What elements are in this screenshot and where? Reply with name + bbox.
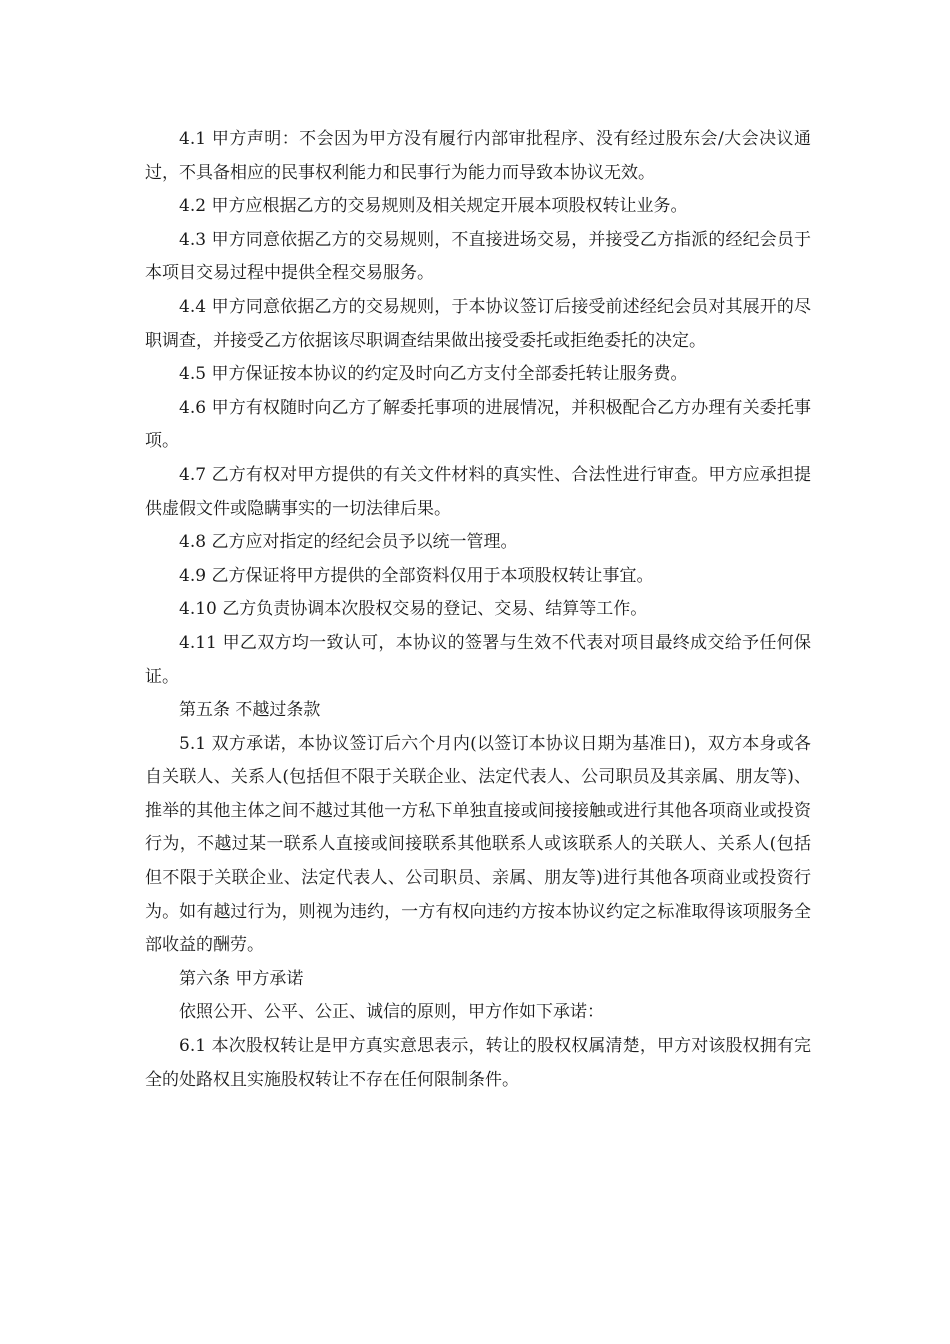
article-5-heading: 第五条 不越过条款 <box>179 700 321 721</box>
clause-4-8: 4.8 乙方应对指定的经纪会员予以统一管理。 <box>179 532 518 553</box>
clause-4-7: 4.7 乙方有权对甲方提供的有关文件材料的真实性、合法性进行审查。甲方应承担提供虚假文件或隐瞒事实的一切法律后果。 <box>145 464 811 519</box>
clause-4-9: 4.9 乙方保证将甲方提供的全部资料仅用于本项股权转让事宜。 <box>179 565 654 586</box>
clause-4-2: 4.2 甲方应根据乙方的交易规则及相关规定开展本项股权转让业务。 <box>179 196 688 217</box>
clause-4-4: 4.4 甲方同意依据乙方的交易规则，于本协议签订后接受前述经纪会员对其展开的尽职调查，并接受乙方依据该尽职调查结果做出接受委托或拒绝委托的决定。 <box>145 296 811 351</box>
clause-6-1: 6.1 本次股权转让是甲方真实意思表示，转让的股权权属清楚，甲方对该股权拥有完全的处路权且实施股权转让不存在任何限制条件。 <box>145 1036 811 1090</box>
clause-4-10: 4.10 乙方负责协调本次股权交易的登记、交易、结算等工作。 <box>179 599 648 620</box>
article-6-heading: 第六条 甲方承诺 <box>179 968 304 989</box>
clause-5-1: 5.1 双方承诺，本协议签订后六个月内(以签订本协议日期为基准日)，双方本身或各自关联人、关系人(包括但不限于关联企业、法定代表人、公司职员及其亲属、朋友等)、推举的其他主体之间不越过其他一方私下单独直接或间接接触或进行其他各项商业或投资行为，不越过某一联系人直接或间接联系其他联系人或该联系人的关联人、关系人(包括但不限于关联企业、法定代表人、公司职员、亲属、朋友等)进行其他各项商业或投资行为。如有越过行为，则视为违约，一方有权向违约方按本协议约定之标准取得该项服务全部收益的酬劳。 <box>145 733 811 956</box>
document-page <box>145 123 811 1097</box>
clause-4-3: 4.3 甲方同意依据乙方的交易规则，不直接进场交易，并接受乙方指派的经纪会员于本项目交易过程中提供全程交易服务。 <box>145 229 811 284</box>
clause-4-1: 4.1 甲方声明：不会因为甲方没有履行内部审批程序、没有经过股东会/大会决议通过，不具备相应的民事权利能力和民事行为能力而导致本协议无效。 <box>145 129 811 183</box>
clause-4-11: 4.11 甲乙双方均一致认可，本协议的签署与生效不代表对项目最终成交给予任何保证。 <box>145 632 811 687</box>
article-6-intro: 依照公开、公平、公正、诚信的原则，甲方作如下承诺： <box>179 1002 604 1023</box>
clause-4-5: 4.5 甲方保证按本协议的约定及时向乙方支付全部委托转让服务费。 <box>179 364 688 385</box>
clause-4-6: 4.6 甲方有权随时向乙方了解委托事项的进展情况，并积极配合乙方办理有关委托事项。 <box>145 397 811 452</box>
